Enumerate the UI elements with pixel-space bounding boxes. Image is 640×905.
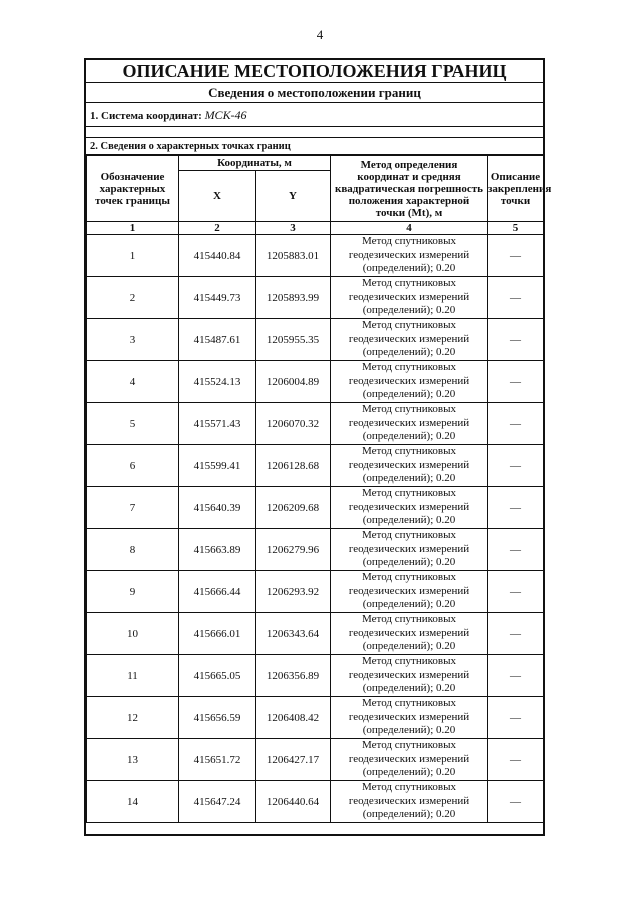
table-row [87,613,544,655]
y-coordinate-cell: 1205955.35 [256,319,331,361]
fixing-cell: — [488,403,544,445]
column-number: 5 [488,222,544,235]
point-cell: 8 [87,529,179,571]
table-row [87,403,544,445]
table-row [87,739,544,781]
document-title: ОПИСАНИЕ МЕСТОПОЛОЖЕНИЯ ГРАНИЦ [86,60,543,83]
method-cell: Метод спутниковых геодезических измерений (определений); 0.20 [331,781,488,823]
column-number-row [87,222,544,235]
y-coordinate-cell: 1206408.42 [256,697,331,739]
fixing-cell: — [488,697,544,739]
method-cell: Метод спутниковых геодезических измерений (определений); 0.20 [331,403,488,445]
table-row [87,571,544,613]
document-frame [84,58,552,836]
column-number: 3 [256,222,331,235]
point-cell: 5 [87,403,179,445]
x-coordinate-cell: 415524.13 [179,361,256,403]
x-coordinate-cell: 415449.73 [179,277,256,319]
table-row [87,529,544,571]
fixing-cell: — [488,277,544,319]
fixing-cell: — [488,571,544,613]
header-fixing: Описание закрепления точки [488,156,544,222]
page-number: 4 [316,27,324,42]
x-coordinate-cell: 415665.05 [179,655,256,697]
fixing-cell: — [488,319,544,361]
table-row [87,277,544,319]
x-coordinate-cell: 415656.59 [179,697,256,739]
y-coordinate-cell: 1206279.96 [256,529,331,571]
point-cell: 13 [87,739,179,781]
table-row [87,361,544,403]
method-cell: Метод спутниковых геодезических измерений (определений); 0.20 [331,613,488,655]
coordinate-system-label: 1. Система координат: [90,110,202,122]
fixing-cell: — [488,529,544,571]
fixing-cell: — [488,781,544,823]
column-number: 4 [331,222,488,235]
table-header-row-1 [87,156,544,171]
x-coordinate-cell: 415599.41 [179,445,256,487]
point-cell: 9 [87,571,179,613]
method-cell: Метод спутниковых геодезических измерений (определений); 0.20 [331,319,488,361]
fixing-cell: — [488,361,544,403]
fixing-cell: — [488,739,544,781]
coordinate-system-row [86,103,543,127]
y-coordinate-cell: 1206440.64 [256,781,331,823]
x-coordinate-cell: 415440.84 [179,235,256,277]
method-cell: Метод спутниковых геодезических измерений (определений); 0.20 [331,529,488,571]
table-row [87,319,544,361]
table-row [87,487,544,529]
method-cell: Метод спутниковых геодезических измерений (определений); 0.20 [331,655,488,697]
y-coordinate-cell: 1206356.89 [256,655,331,697]
x-coordinate-cell: 415640.39 [179,487,256,529]
points-section-heading: 2. Сведения о характерных точках границ [86,138,543,155]
section-gap [86,127,543,138]
method-cell: Метод спутниковых геодезических измерений (определений); 0.20 [331,361,488,403]
fixing-cell: — [488,235,544,277]
point-cell: 2 [87,277,179,319]
table-row [87,655,544,697]
point-cell: 11 [87,655,179,697]
point-cell: 7 [87,487,179,529]
x-coordinate-cell: 415666.01 [179,613,256,655]
point-cell: 1 [87,235,179,277]
y-coordinate-cell: 1205893.99 [256,277,331,319]
x-coordinate-cell: 415487.61 [179,319,256,361]
header-coordinates: Координаты, м [179,156,331,171]
fixing-cell: — [488,445,544,487]
point-cell: 14 [87,781,179,823]
table-row [87,697,544,739]
y-coordinate-cell: 1206343.64 [256,613,331,655]
x-coordinate-cell: 415571.43 [179,403,256,445]
table-row [87,235,544,277]
coordinate-system-value: МСК-46 [204,108,247,122]
table-row [87,445,544,487]
method-cell: Метод спутниковых геодезических измерений (определений); 0.20 [331,487,488,529]
column-number: 2 [179,222,256,235]
method-cell: Метод спутниковых геодезических измерений (определений); 0.20 [331,571,488,613]
method-cell: Метод спутниковых геодезических измерений (определений); 0.20 [331,697,488,739]
point-cell: 6 [87,445,179,487]
x-coordinate-cell: 415647.24 [179,781,256,823]
y-coordinate-cell: 1206128.68 [256,445,331,487]
column-number: 1 [87,222,179,235]
x-coordinate-cell: 415651.72 [179,739,256,781]
fixing-cell: — [488,487,544,529]
method-cell: Метод спутниковых геодезических измерений (определений); 0.20 [331,739,488,781]
y-coordinate-cell: 1205883.01 [256,235,331,277]
method-cell: Метод спутниковых геодезических измерений (определений); 0.20 [331,445,488,487]
header-method: Метод определения координат и средняя квадратическая погрешность положения характерной точки (Mt), м [331,156,488,222]
points-table [86,155,552,823]
point-cell: 10 [87,613,179,655]
fixing-cell: — [488,655,544,697]
fixing-cell: — [488,613,544,655]
header-designation: Обозначение характерных точек границы [87,156,179,222]
y-coordinate-cell: 1206070.32 [256,403,331,445]
y-coordinate-cell: 1206004.89 [256,361,331,403]
point-cell: 12 [87,697,179,739]
header-y: Y [256,171,331,222]
table-row [87,781,544,823]
method-cell: Метод спутниковых геодезических измерений (определений); 0.20 [331,235,488,277]
y-coordinate-cell: 1206293.92 [256,571,331,613]
document-subtitle: Сведения о местоположении границ [86,83,543,103]
x-coordinate-cell: 415666.44 [179,571,256,613]
header-x: X [179,171,256,222]
point-cell: 4 [87,361,179,403]
x-coordinate-cell: 415663.89 [179,529,256,571]
method-cell: Метод спутниковых геодезических измерений (определений); 0.20 [331,277,488,319]
point-cell: 3 [87,319,179,361]
y-coordinate-cell: 1206209.68 [256,487,331,529]
y-coordinate-cell: 1206427.17 [256,739,331,781]
